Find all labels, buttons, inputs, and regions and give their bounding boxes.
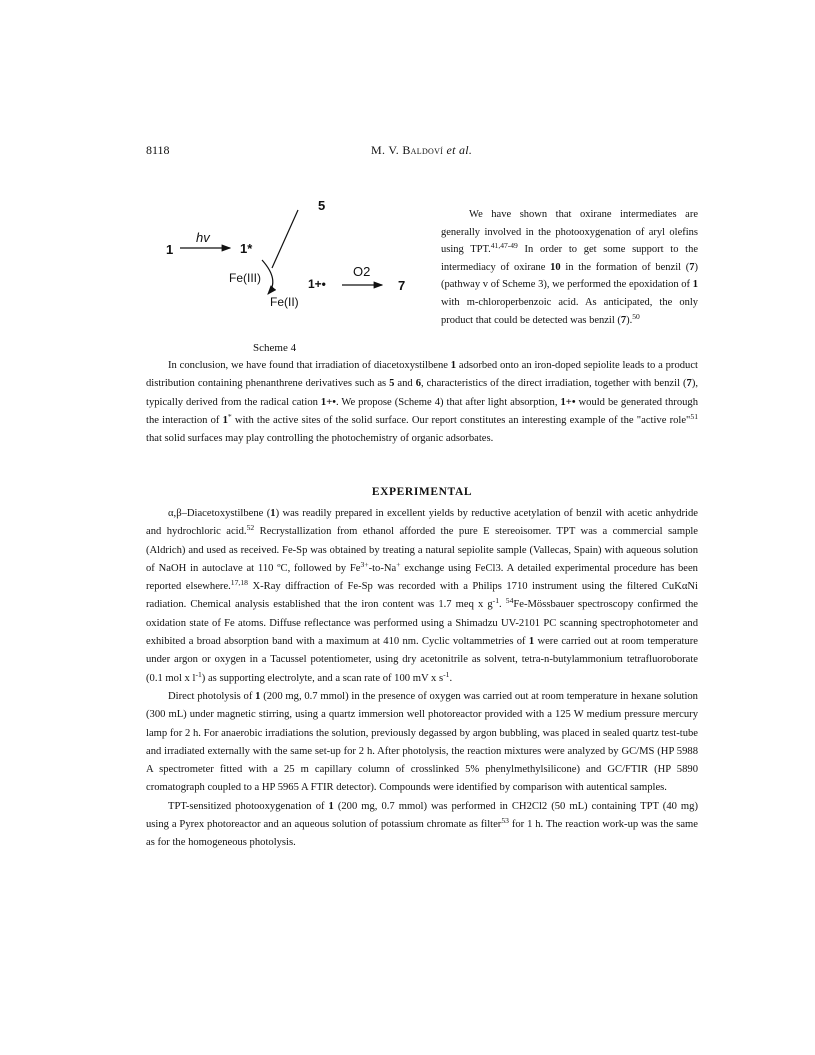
superscript: *	[227, 412, 232, 422]
scheme-label-1: 1	[166, 242, 174, 257]
side-text-3: in the formation of benzil (	[560, 261, 690, 273]
text: exchange using FeCl3. A detailed experimental procedure has been reported elsewhere.	[146, 562, 698, 593]
compound-ref: 1	[692, 279, 698, 291]
superscript: -1	[492, 596, 500, 606]
superscript: 54	[505, 596, 514, 606]
text: would be generated through the interaction of	[146, 396, 699, 426]
scheme-label-7: 7	[398, 278, 406, 293]
text: . We propose (Scheme 4) that after light absorption,	[335, 396, 561, 408]
scheme-4-diagram	[150, 188, 430, 338]
experimental-paragraph-1	[146, 505, 698, 688]
text: α,β–Diacetoxystilbene (	[168, 508, 271, 519]
text: ) as supporting electrolyte, and a scan rate of 100 mV x s	[201, 672, 444, 684]
text: , characteristics of the direct irradiation, together with benzil (	[420, 378, 687, 390]
text: with the active sites of the solid surface. Our report constitutes an interesting example of the "active role"	[231, 414, 691, 426]
curved-arrow-fe	[262, 260, 273, 294]
text: Direct photolysis of	[168, 690, 256, 702]
experimental-paragraph-2	[146, 688, 698, 798]
citation-ref: 52	[246, 523, 255, 533]
citation-ref: 51	[690, 412, 699, 422]
text: adsorbed onto an iron-doped sepiolite leads to a product distribution containing phenanthrene derivatives such as	[146, 360, 698, 390]
experimental-paragraph-3	[146, 798, 698, 853]
text: ) was readily prepared in excellent yields by reductive acetylation of benzil with acetic anhydride and hydrochloric acid.	[146, 508, 698, 538]
compound-ref: 1	[270, 508, 276, 519]
running-head-surname: Baldoví	[402, 143, 444, 157]
scheme-label-hv: hv	[196, 230, 210, 245]
compound-ref: 1+•	[320, 396, 336, 408]
compound-ref: 1	[222, 414, 228, 426]
compound-ref: 1	[328, 800, 334, 812]
scheme-label-1-cation: 1+•	[308, 277, 326, 291]
compound-ref: 1+•	[560, 396, 576, 408]
text: In conclusion, we have found that irradiation of diacetoxystilbene	[168, 360, 451, 371]
text: Recrystallization from ethanol afforded the pure E stereoisomer. TPT was a commercial sample (Aldrich) and used as received. Fe-Sp was obtained by treating a natural sepiolite sample (Vallecas, Spain) with aqueous solution of NaOH in autoclave at 110 ºC, followed by Fe	[146, 526, 699, 574]
side-text-5: with m-chloroperbenzoic acid. As anticipated, the only product that could be detected was benzil (	[441, 296, 698, 326]
superscript: 3+	[360, 560, 369, 570]
running-head	[371, 143, 472, 158]
scheme-label-fe2: Fe(II)	[270, 295, 299, 309]
experimental-block	[146, 505, 698, 853]
scheme-label-fe3: Fe(III)	[229, 271, 261, 285]
compound-ref: 7	[686, 378, 692, 390]
citation-ref: 53	[501, 816, 509, 826]
text: that solid surfaces may play controlling the photochemistry of organic adsorbates.	[146, 433, 494, 445]
text: TPT-sensitized photooxygenation of	[168, 800, 329, 812]
citation-ref: 41,47-49	[490, 241, 518, 251]
compound-ref: 7	[620, 314, 627, 326]
compound-ref: 10	[550, 261, 561, 273]
compound-ref: 5	[389, 378, 395, 390]
conclusion-paragraph	[146, 357, 698, 448]
compound-ref: 6	[415, 378, 421, 390]
scheme-caption: Scheme 4	[253, 342, 297, 354]
text: Fe-Mössbauer spectroscopy confirmed the oxidation state of Fe atoms. Diffuse reflectance was performed using a Shimadzu UV-2101 PC scanning spectrophotometer and exhibited a broad absorption band with a maximum at 410 nm. Cyclic voltammetries of	[146, 599, 698, 648]
compound-ref: 7	[689, 261, 695, 273]
section-heading-experimental: EXPERIMENTAL	[371, 486, 473, 498]
superscript: -1	[443, 669, 450, 679]
text: (200 mg, 0.7 mmol) in the presence of oxygen was carried out at room temperature in hexane solution (300 mL) under magnetic stirring, using a quartz immersion well photoreactor provided with a 125 W medium pressure mercury lamp for 2 h. For anaerobic irradiations the solution, previously degassed by argon bubbling, was placed in sealed quartz test-tube and irradiated externally with the same set-up for 2 h. After photolysis, the reaction mixtures were analyzed by GC/MS (HP 5988 A spectrometer fitted with a 25 m capillary column of crosslinked 5% phenylmethylsilicone) and GC/FTIR (HP 5890 cromatograph coupled to a HP 5965 A FTIR detector). Compounds were identified by comparison with autentical samples.	[146, 690, 698, 794]
text: were carried out at room temperature under argon or oxygen in a Tacussel potentiometer, using dry acetonitrile as solvent, tetra-n-butylammonium tetrafluoroborate (0.1 mol x l	[146, 636, 698, 684]
citation-ref: 17,18	[230, 578, 248, 588]
arrow-to-5	[272, 210, 298, 268]
page-number: 8118	[146, 143, 170, 157]
text: ), typically derived from the radical cation	[146, 378, 698, 408]
text: for 1 h. The reaction work-up was the same as for the homogeneous photolysis.	[146, 819, 699, 849]
running-head-authors: M. V.	[371, 143, 403, 157]
text: X-Ray diffraction of Fe-Sp was recorded with a Philips 1710 instrument using the filtered CuKαNi radiation. Chemical analysis established that the iron content was 1.7 meq x g	[146, 581, 698, 611]
scheme-label-5: 5	[318, 198, 326, 213]
side-text-2: In order to get some support to the intermediacy of oxirane	[441, 244, 698, 273]
compound-ref: 1	[450, 360, 457, 371]
side-text-6: ).	[626, 314, 633, 326]
superscript: -1	[195, 669, 202, 679]
citation-ref: 50	[632, 311, 640, 321]
text: and	[394, 378, 416, 390]
scheme-label-1-star: 1*	[240, 241, 253, 256]
conclusion-block	[146, 357, 698, 448]
side-paragraph	[441, 206, 698, 329]
compound-ref: 1	[528, 636, 535, 648]
running-head-etal: et al.	[443, 143, 473, 157]
compound-ref: 1	[255, 690, 261, 702]
text: (200 mg, 0.7 mmol) was performed in CH2Cl2 (50 mL) containing TPT (40 mg) using a Pyrex photoreactor and an aqueous solution of potassium chromate as filter	[146, 800, 698, 831]
side-text-4: ) (pathway v of Scheme 3), we performed the epoxidation of	[441, 261, 698, 291]
text: -to-Na	[368, 562, 397, 574]
text: .	[449, 672, 453, 684]
text: .	[499, 599, 506, 611]
superscript: +	[396, 560, 401, 570]
scheme-label-o2: O2	[353, 264, 371, 279]
side-text-1: We have shown that oxirane intermediates are generally involved in the photooxygenation of aryl olefins using TPT.	[441, 209, 698, 256]
